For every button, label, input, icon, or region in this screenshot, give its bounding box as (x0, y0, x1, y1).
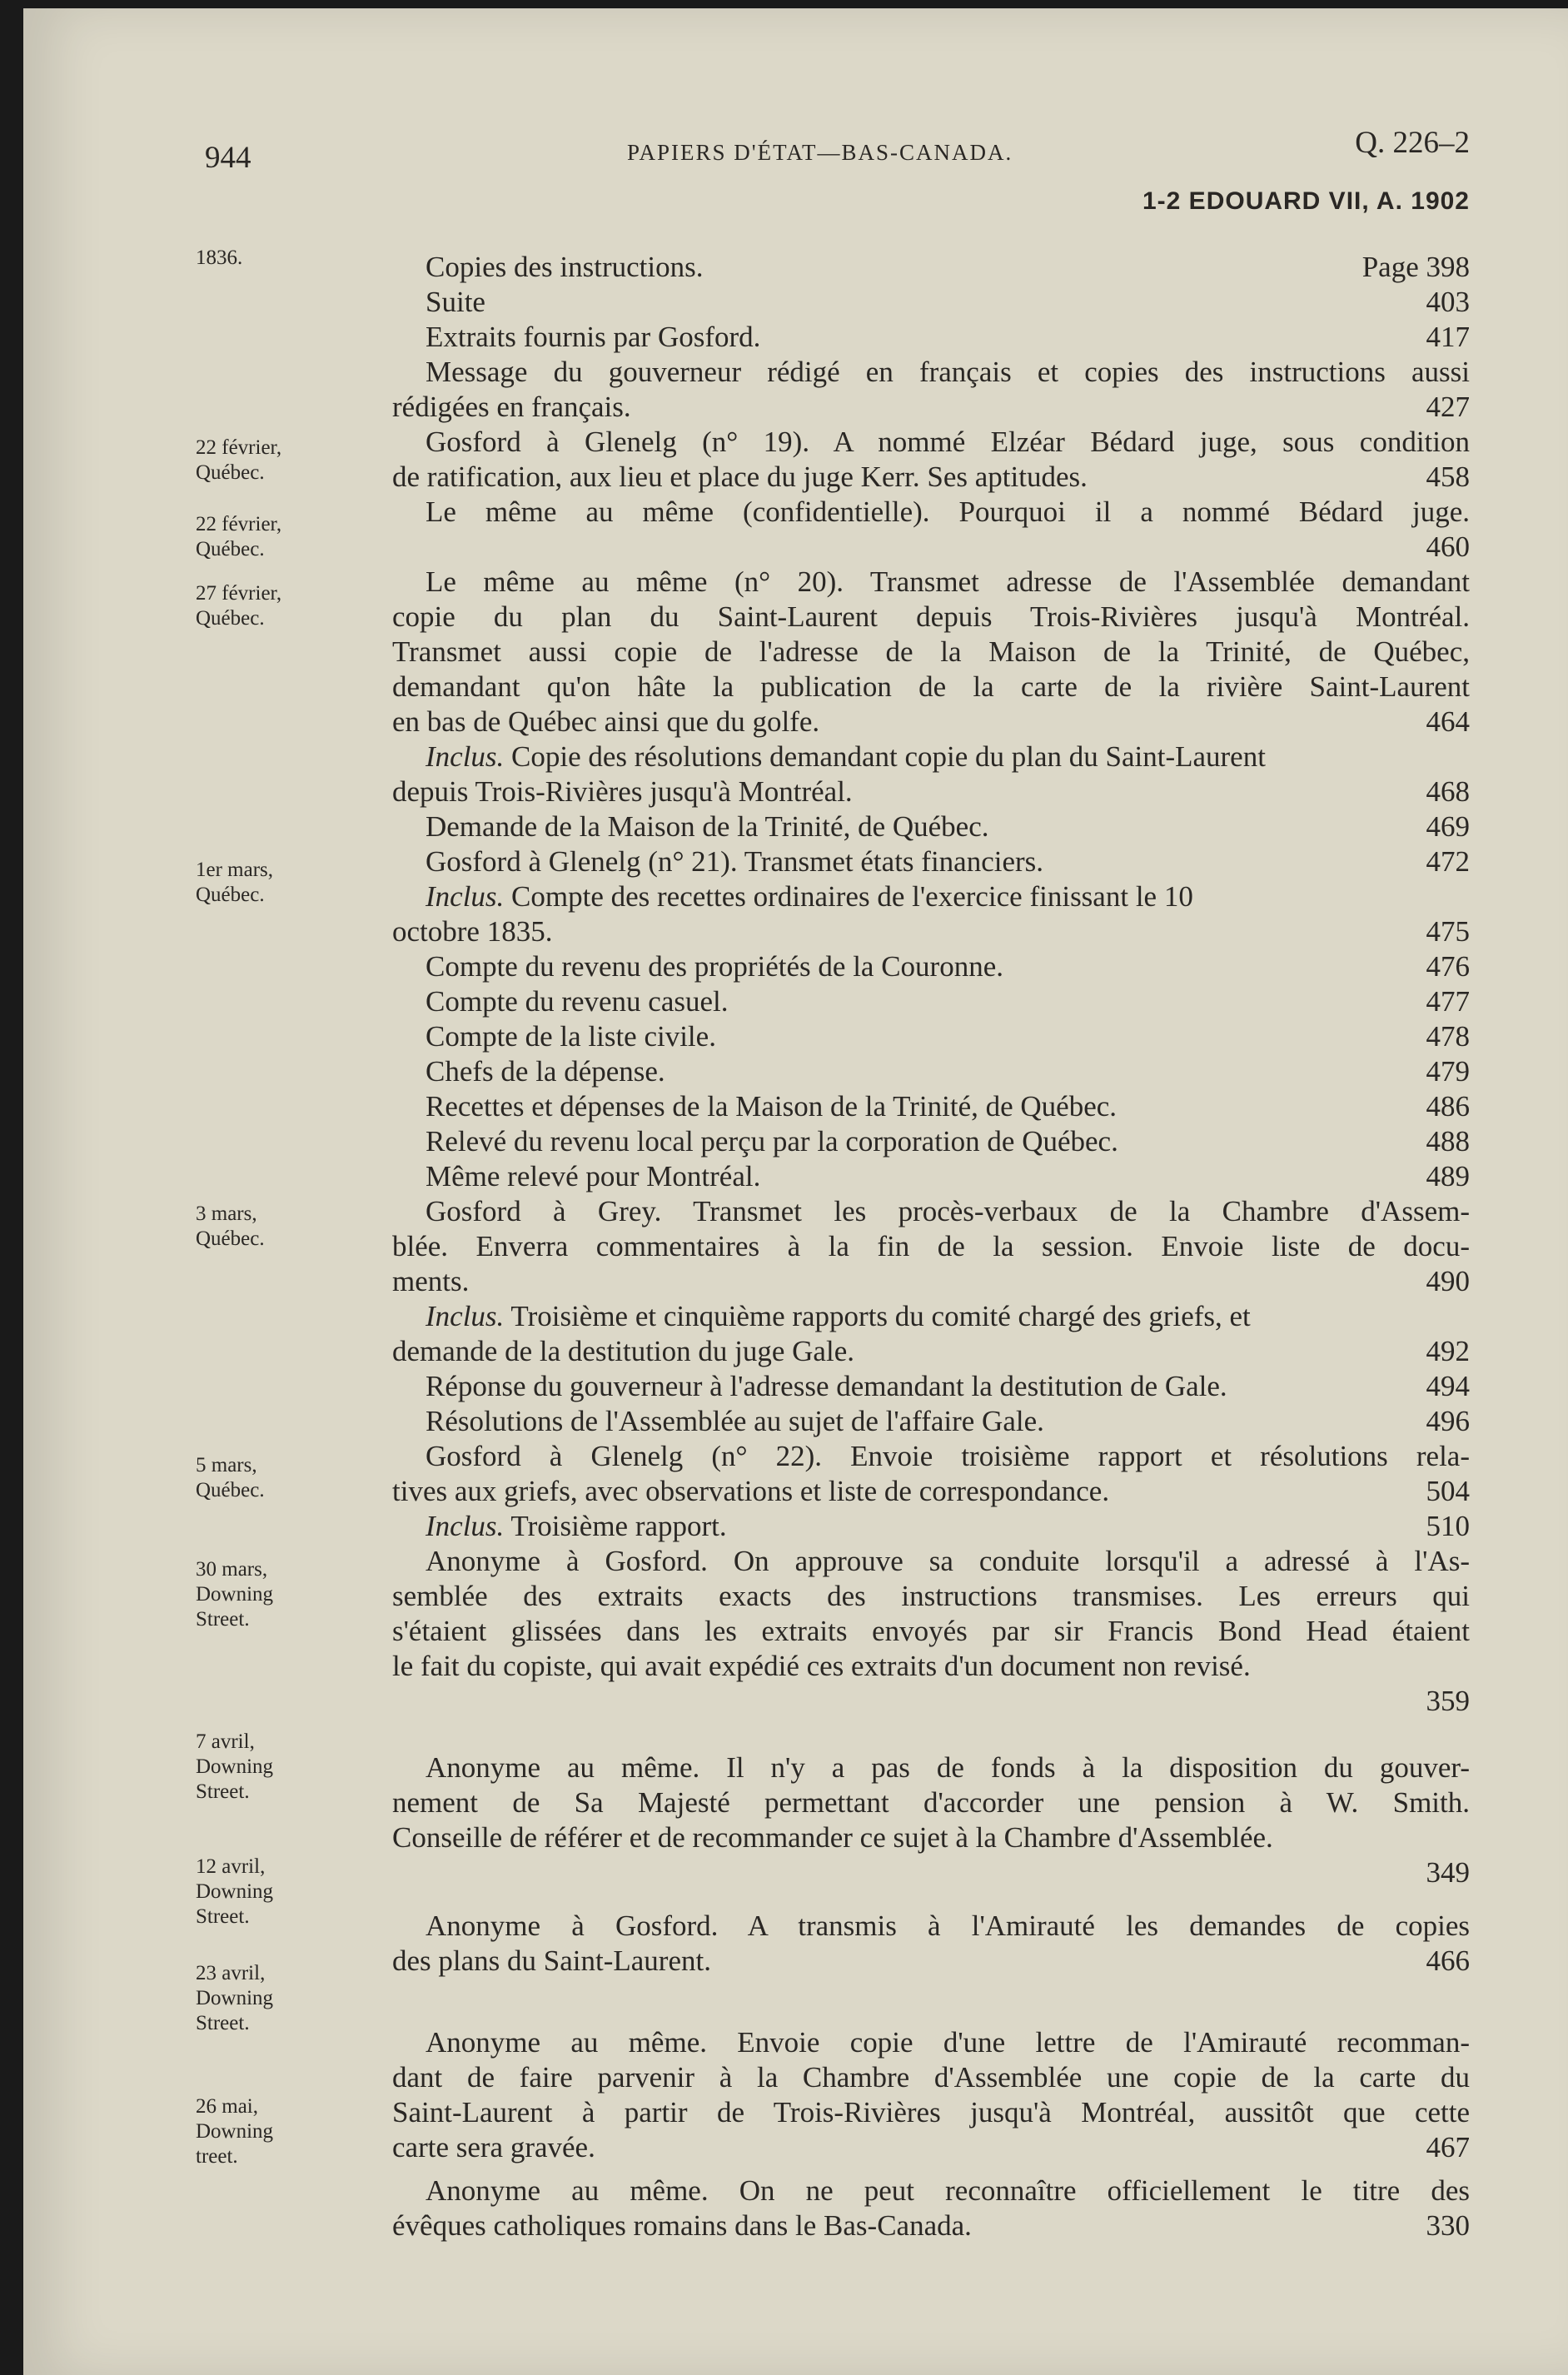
entry-line: Le même au même (confidentielle). Pourquoi il a nommé Bédard juge. (426, 495, 1470, 528)
margin-date: 7 avril, Downing Street. (196, 1730, 274, 1803)
entry-line: Gosford à Glenelg (n° 22). Envoie troisième rapport et résolutions rela- (426, 1440, 1470, 1472)
entry: ments. 490 (392, 1265, 1470, 1297)
entry: Inclus. Troisième rapport. 510 (426, 1510, 1470, 1542)
entry-line: semblée des extraits exacts des instructions transmises. Les erreurs qui (392, 1580, 1470, 1612)
entry-line: Gosford à Glenelg (n° 19). A nommé Elzéar Bédard juge, sous condition (426, 426, 1470, 458)
entry: carte sera gravée. 467 (392, 2131, 1470, 2163)
calendar-entries (392, 250, 1470, 2243)
margin-date: 23 avril, Downing Street. (196, 1962, 274, 2034)
entry: Inclus. Troisième et cinquième rapports du comité chargé des griefs, et (426, 1300, 1251, 1332)
entry: évêques catholiques romains dans le Bas-Canada. 330 (392, 2209, 1470, 2242)
margin-date: 30 mars, Downing Street. (196, 1558, 274, 1631)
margin-date: 12 avril, Downing Street. (196, 1855, 274, 1928)
entry-line: Anonyme à Gosford. A transmis à l'Amirauté les demandes de copies (426, 1909, 1470, 1942)
entry-line: nement de Sa Majesté permettant d'accorder une pension à W. Smith. (392, 1786, 1470, 1819)
entry: Même relevé pour Montréal. 489 (426, 1160, 1470, 1192)
entry-line: Anonyme au même. Envoie copie d'une lettre de l'Amirauté recomman- (426, 2026, 1470, 2059)
entry-line: Anonyme au même. On ne peut reconnaître officiellement le titre des (426, 2174, 1470, 2207)
entry-page: 359 (1426, 1685, 1470, 1717)
entry: Copies des instructions. Page 398 (426, 251, 1470, 283)
margin-date: 22 février, Québec. (196, 436, 282, 484)
margin-date: 5 mars, Québec. (196, 1454, 265, 1501)
entry-line: le fait du copiste, qui avait expédié ces extraits d'un document non revisé. (392, 1650, 1251, 1682)
entry: en bas de Québec ainsi que du golfe. 464 (392, 705, 1470, 738)
volume-reference: Q. 226–2 (1355, 126, 1470, 160)
entry: Réponse du gouverneur à l'adresse demandant la destitution de Gale. 494 (426, 1370, 1470, 1402)
entry: des plans du Saint-Laurent. 466 (392, 1944, 1470, 1977)
entry: Demande de la Maison de la Trinité, de Québec. 469 (426, 810, 1470, 843)
margin-year: 1836. (196, 246, 243, 269)
running-title: PAPIERS D'ÉTAT—BAS-CANADA. (627, 140, 1013, 165)
entry-line: blée. Enverra commentaires à la fin de la session. Envoie liste de docu- (392, 1230, 1470, 1262)
entry: Chefs de la dépense. 479 (426, 1055, 1470, 1088)
entry: de ratification, aux lieu et place du juge Kerr. Ses aptitudes. 458 (392, 461, 1470, 493)
entry: Extraits fournis par Gosford. 417 (426, 321, 1470, 353)
entry: Compte du revenu des propriétés de la Couronne. 476 (426, 950, 1470, 983)
margin-date: 22 février, Québec. (196, 513, 282, 560)
entry-line: Transmet aussi copie de l'adresse de la Maison de la Trinité, de Québec, (392, 635, 1470, 668)
entry-line: dant de faire parvenir à la Chambre d'Assemblée une copie de la carte du (392, 2061, 1470, 2094)
page-number: 944 (205, 141, 251, 175)
entry: Compte du revenu casuel. 477 (426, 985, 1470, 1018)
entry-line: Message du gouverneur rédigé en français et copies des instructions aussi (426, 356, 1470, 388)
entry: octobre 1835. 475 (392, 915, 1470, 948)
margin-date: 1er mars, Québec. (196, 859, 274, 906)
entry: tives aux griefs, avec observations et liste de correspondance. 504 (392, 1475, 1470, 1507)
entry-line: s'étaient glissées dans les extraits envoyés par sir Francis Bond Head étaient (392, 1615, 1470, 1647)
entry: depuis Trois-Rivières jusqu'à Montréal. 468 (392, 775, 1470, 808)
entry-line: Le même au même (n° 20). Transmet adresse de l'Assemblée demandant (426, 565, 1470, 598)
entry: rédigées en français. 427 (392, 391, 1470, 423)
entry-line: Anonyme à Gosford. On approuve sa conduite lorsqu'il a adressé à l'As- (426, 1545, 1470, 1577)
margin-date: 27 février, Québec. (196, 582, 282, 630)
entry: Inclus. Copie des résolutions demandant copie du plan du Saint-Laurent (426, 740, 1266, 773)
entry-line: demandant qu'on hâte la publication de la carte de la rivière Saint-Laurent (392, 670, 1470, 703)
series-subtitle: 1-2 EDOUARD VII, A. 1902 (1142, 187, 1470, 215)
entry-line: Gosford à Grey. Transmet les procès-verbaux de la Chambre d'Assem- (426, 1195, 1470, 1227)
entry: Relevé du revenu local perçu par la corporation de Québec. 488 (426, 1125, 1470, 1158)
margin-date: 26 mai, Downing treet. (196, 2095, 274, 2168)
entry-line: Anonyme au même. Il n'y a pas de fonds à la disposition du gouver- (426, 1751, 1470, 1784)
entry: Compte de la liste civile. 478 (426, 1020, 1470, 1053)
entry-page: 349 (1426, 1856, 1470, 1889)
entry-line: copie du plan du Saint-Laurent depuis Trois-Rivières jusqu'à Montréal. (392, 600, 1470, 633)
entry-line: Saint-Laurent à partir de Trois-Rivières jusqu'à Montréal, aussitôt que cette (392, 2096, 1470, 2129)
entry-page: 460 (1426, 530, 1470, 563)
entry: Recettes et dépenses de la Maison de la Trinité, de Québec. 486 (426, 1090, 1470, 1123)
entry-line: Conseille de référer et de recommander ce sujet à la Chambre d'Assemblée. (392, 1821, 1273, 1854)
document-page (23, 8, 1568, 2375)
entry: Résolutions de l'Assemblée au sujet de l'affaire Gale. 496 (426, 1405, 1470, 1437)
entry: Gosford à Glenelg (n° 21). Transmet états financiers. 472 (426, 845, 1470, 878)
entry: Inclus. Compte des recettes ordinaires de l'exercice finissant le 10 (426, 880, 1193, 913)
entry: Suite 403 (426, 286, 1470, 318)
entry: demande de la destitution du juge Gale. 492 (392, 1335, 1470, 1367)
margin-date: 3 mars, Québec. (196, 1202, 265, 1250)
